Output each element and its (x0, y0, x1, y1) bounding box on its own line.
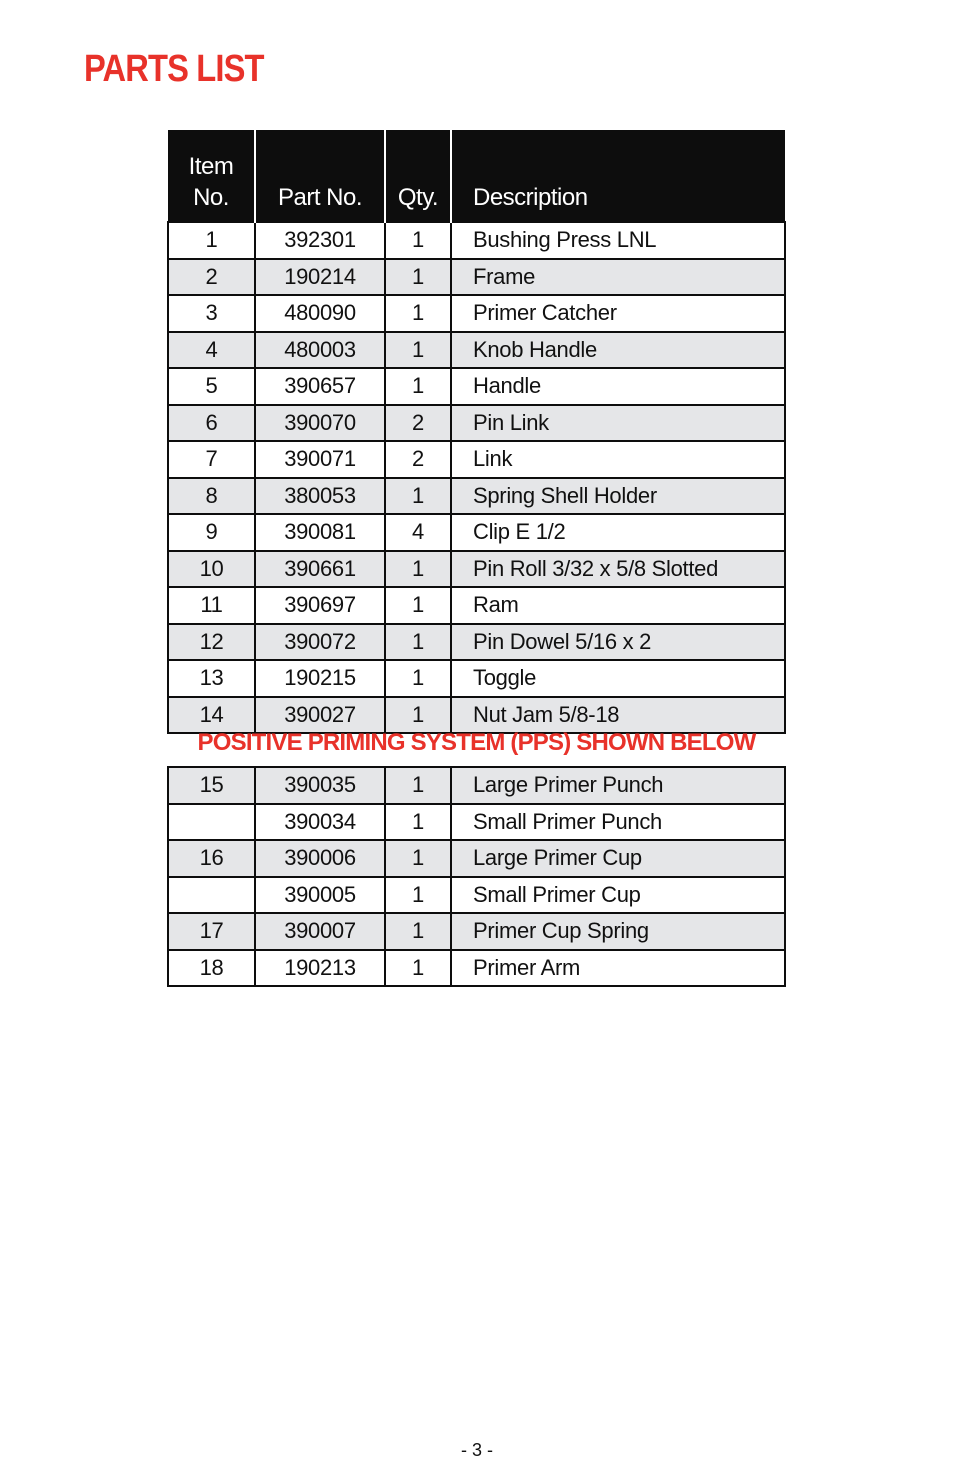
cell-item-no (168, 804, 255, 841)
cell-description: Bushing Press LNL (451, 222, 785, 259)
cell-qty: 2 (385, 441, 451, 478)
cell-description: Knob Handle (451, 332, 785, 369)
table-header (168, 130, 785, 222)
column-header-description: Description (451, 130, 785, 222)
cell-qty: 1 (385, 950, 451, 987)
table-row (168, 222, 785, 259)
cell-qty: 1 (385, 332, 451, 369)
cell-description: Frame (451, 259, 785, 296)
cell-qty: 1 (385, 697, 451, 734)
pps-table-body (168, 767, 785, 986)
cell-item-no: 3 (168, 295, 255, 332)
cell-description: Small Primer Punch (451, 804, 785, 841)
cell-description: Primer Catcher (451, 295, 785, 332)
cell-qty: 2 (385, 405, 451, 442)
cell-qty: 1 (385, 767, 451, 804)
cell-qty: 1 (385, 222, 451, 259)
cell-description: Small Primer Cup (451, 877, 785, 914)
cell-item-no: 15 (168, 767, 255, 804)
cell-part-no: 390007 (255, 913, 385, 950)
cell-description: Handle (451, 368, 785, 405)
table-row (168, 950, 785, 987)
cell-item-no: 5 (168, 368, 255, 405)
cell-part-no: 390034 (255, 804, 385, 841)
pps-parts-table (167, 766, 786, 987)
parts-table-body (168, 222, 785, 733)
cell-qty: 1 (385, 877, 451, 914)
cell-description: Primer Cup Spring (451, 913, 785, 950)
cell-qty: 1 (385, 587, 451, 624)
table-row (168, 259, 785, 296)
cell-item-no: 16 (168, 840, 255, 877)
cell-part-no: 190213 (255, 950, 385, 987)
pps-section-heading: POSITIVE PRIMING SYSTEM (PPS) SHOWN BELOW (197, 729, 756, 756)
table-row (168, 767, 785, 804)
cell-item-no: 4 (168, 332, 255, 369)
cell-description: Large Primer Punch (451, 767, 785, 804)
cell-description: Pin Dowel 5/16 x 2 (451, 624, 785, 661)
cell-description: Spring Shell Holder (451, 478, 785, 515)
table-row (168, 295, 785, 332)
cell-part-no: 390005 (255, 877, 385, 914)
cell-part-no: 480003 (255, 332, 385, 369)
table-row (168, 587, 785, 624)
cell-qty: 1 (385, 660, 451, 697)
cell-qty: 4 (385, 514, 451, 551)
cell-part-no: 480090 (255, 295, 385, 332)
cell-item-no: 13 (168, 660, 255, 697)
cell-description: Ram (451, 587, 785, 624)
page-number: - 3 - (460, 1440, 493, 1460)
cell-item-no: 7 (168, 441, 255, 478)
cell-item-no: 2 (168, 259, 255, 296)
cell-qty: 1 (385, 259, 451, 296)
cell-qty: 1 (385, 478, 451, 515)
cell-item-no: 6 (168, 405, 255, 442)
cell-part-no: 390661 (255, 551, 385, 588)
table-row (168, 551, 785, 588)
cell-item-no: 8 (168, 478, 255, 515)
cell-qty: 1 (385, 551, 451, 588)
cell-part-no: 390072 (255, 624, 385, 661)
cell-description: Link (451, 441, 785, 478)
cell-item-no: 9 (168, 514, 255, 551)
column-header-part-no: Part No. (255, 130, 385, 222)
cell-item-no: 1 (168, 222, 255, 259)
cell-description: Toggle (451, 660, 785, 697)
cell-description: Large Primer Cup (451, 840, 785, 877)
cell-description: Pin Roll 3/32 x 5/8 Slotted (451, 551, 785, 588)
table-row (168, 660, 785, 697)
cell-part-no: 392301 (255, 222, 385, 259)
cell-part-no: 390070 (255, 405, 385, 442)
table-row (168, 877, 785, 914)
column-header-qty: Qty. (385, 130, 451, 222)
table-row (168, 913, 785, 950)
cell-item-no: 10 (168, 551, 255, 588)
cell-description: Clip E 1/2 (451, 514, 785, 551)
table-row (168, 624, 785, 661)
cell-part-no: 390035 (255, 767, 385, 804)
cell-part-no: 190215 (255, 660, 385, 697)
cell-qty: 1 (385, 804, 451, 841)
cell-qty: 1 (385, 913, 451, 950)
cell-part-no: 390657 (255, 368, 385, 405)
cell-part-no: 390071 (255, 441, 385, 478)
cell-item-no: 12 (168, 624, 255, 661)
table-row (168, 840, 785, 877)
table-row (168, 405, 785, 442)
parts-table (167, 130, 786, 734)
cell-description: Primer Arm (451, 950, 785, 987)
page-title: PARTS LIST (84, 48, 264, 90)
table-row (168, 332, 785, 369)
cell-part-no: 390081 (255, 514, 385, 551)
cell-item-no: 18 (168, 950, 255, 987)
table-row (168, 514, 785, 551)
table-row (168, 478, 785, 515)
cell-qty: 1 (385, 840, 451, 877)
table-row (168, 804, 785, 841)
cell-description: Nut Jam 5/8-18 (451, 697, 785, 734)
cell-part-no: 390006 (255, 840, 385, 877)
cell-part-no: 390697 (255, 587, 385, 624)
table-row (168, 697, 785, 734)
cell-item-no: 14 (168, 697, 255, 734)
cell-qty: 1 (385, 295, 451, 332)
cell-qty: 1 (385, 624, 451, 661)
column-header-item-no: Item No. (168, 130, 255, 222)
cell-part-no: 390027 (255, 697, 385, 734)
cell-description: Pin Link (451, 405, 785, 442)
table-row (168, 368, 785, 405)
cell-item-no: 11 (168, 587, 255, 624)
cell-item-no: 17 (168, 913, 255, 950)
table-row (168, 441, 785, 478)
cell-part-no: 190214 (255, 259, 385, 296)
cell-part-no: 380053 (255, 478, 385, 515)
cell-qty: 1 (385, 368, 451, 405)
cell-item-no (168, 877, 255, 914)
